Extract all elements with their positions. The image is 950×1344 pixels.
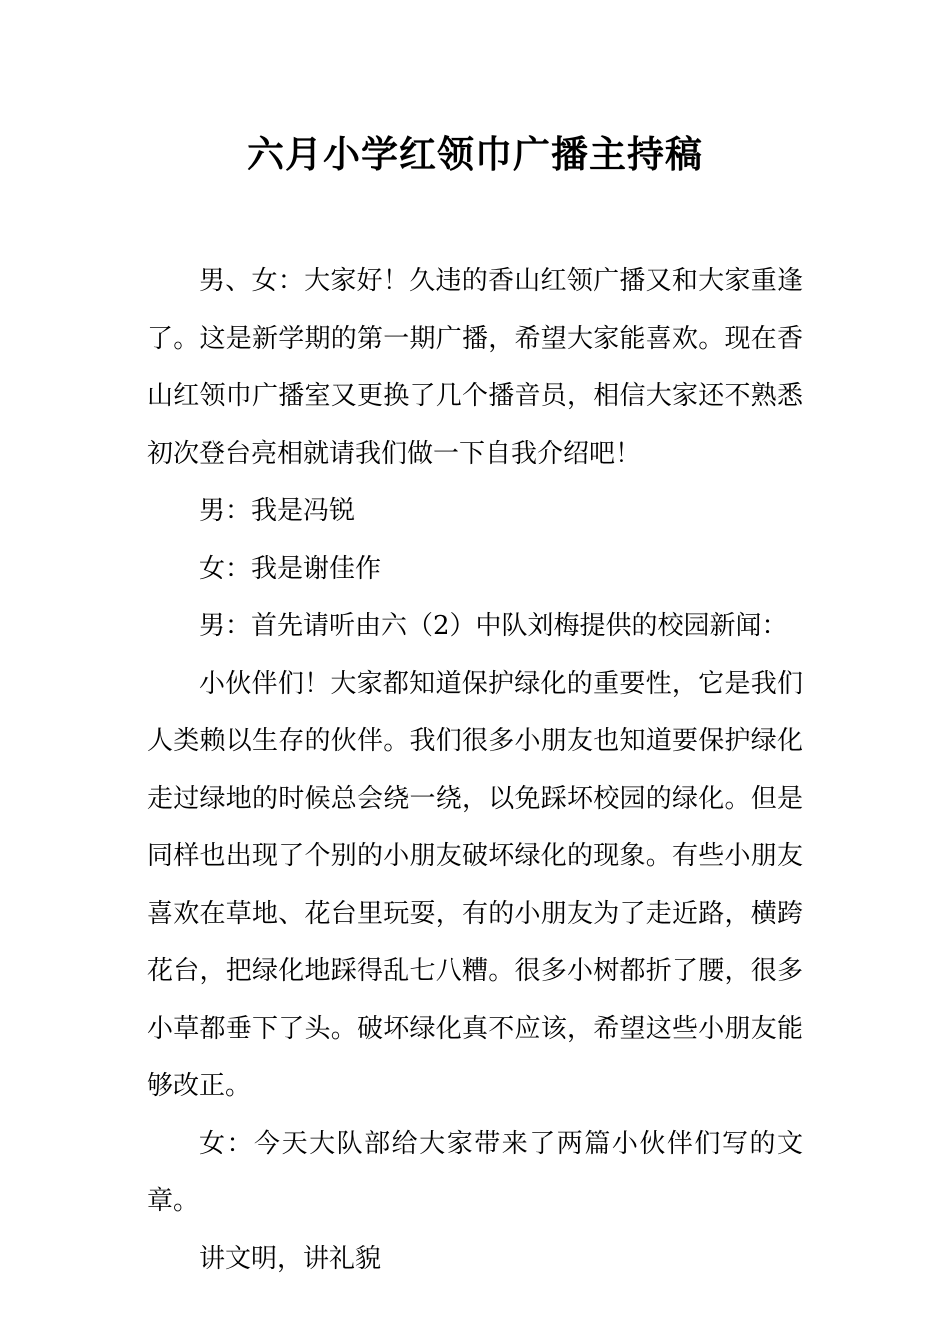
document-title: 六月小学红领巾广播主持稿 (247, 132, 703, 176)
paragraph-articles-intro: 女：今天大队部给大家带来了两篇小伙伴们写的文章。 (147, 1128, 803, 1216)
paragraph-news-intro: 男：首先请听由六（2）中队刘梅提供的校园新闻： (199, 611, 788, 641)
paragraph-female-intro: 女：我是谢佳作 (199, 553, 382, 584)
paragraph-news-body: 小伙伴们！大家都知道保护绿化的重要性，它是我们人类赖以生存的伙伴。我们很多小朋友也知道要保护绿化走过绿地的时候总会绕一绕，以免踩坏校园的绿化。但是同样也出现了个别的小朋友破坏绿化的现象。有些小朋友喜欢在草地、花台里玩耍，有的小朋友为了走近路，横跨花台，把绿化地踩得乱七八糟。很多小树都折了腰，很多小草都垂下了头。破坏绿化真不应该，希望这些小朋友能够改正。 (147, 668, 803, 1101)
paragraph-article-heading: 讲文明，讲礼貌 (199, 1243, 382, 1274)
paragraph-male-intro: 男：我是冯锐 (199, 496, 356, 526)
paragraph-greeting: 男、女：大家好！久违的香山红领广播又和大家重逢了。这是新学期的第一期广播，希望大家能喜欢。现在香山红领巾广播室又更换了几个播音员，相信大家还不熟悉初次登台亮相就请我们做一下自我介绍吧！ (147, 266, 803, 469)
document-body (147, 253, 803, 1288)
